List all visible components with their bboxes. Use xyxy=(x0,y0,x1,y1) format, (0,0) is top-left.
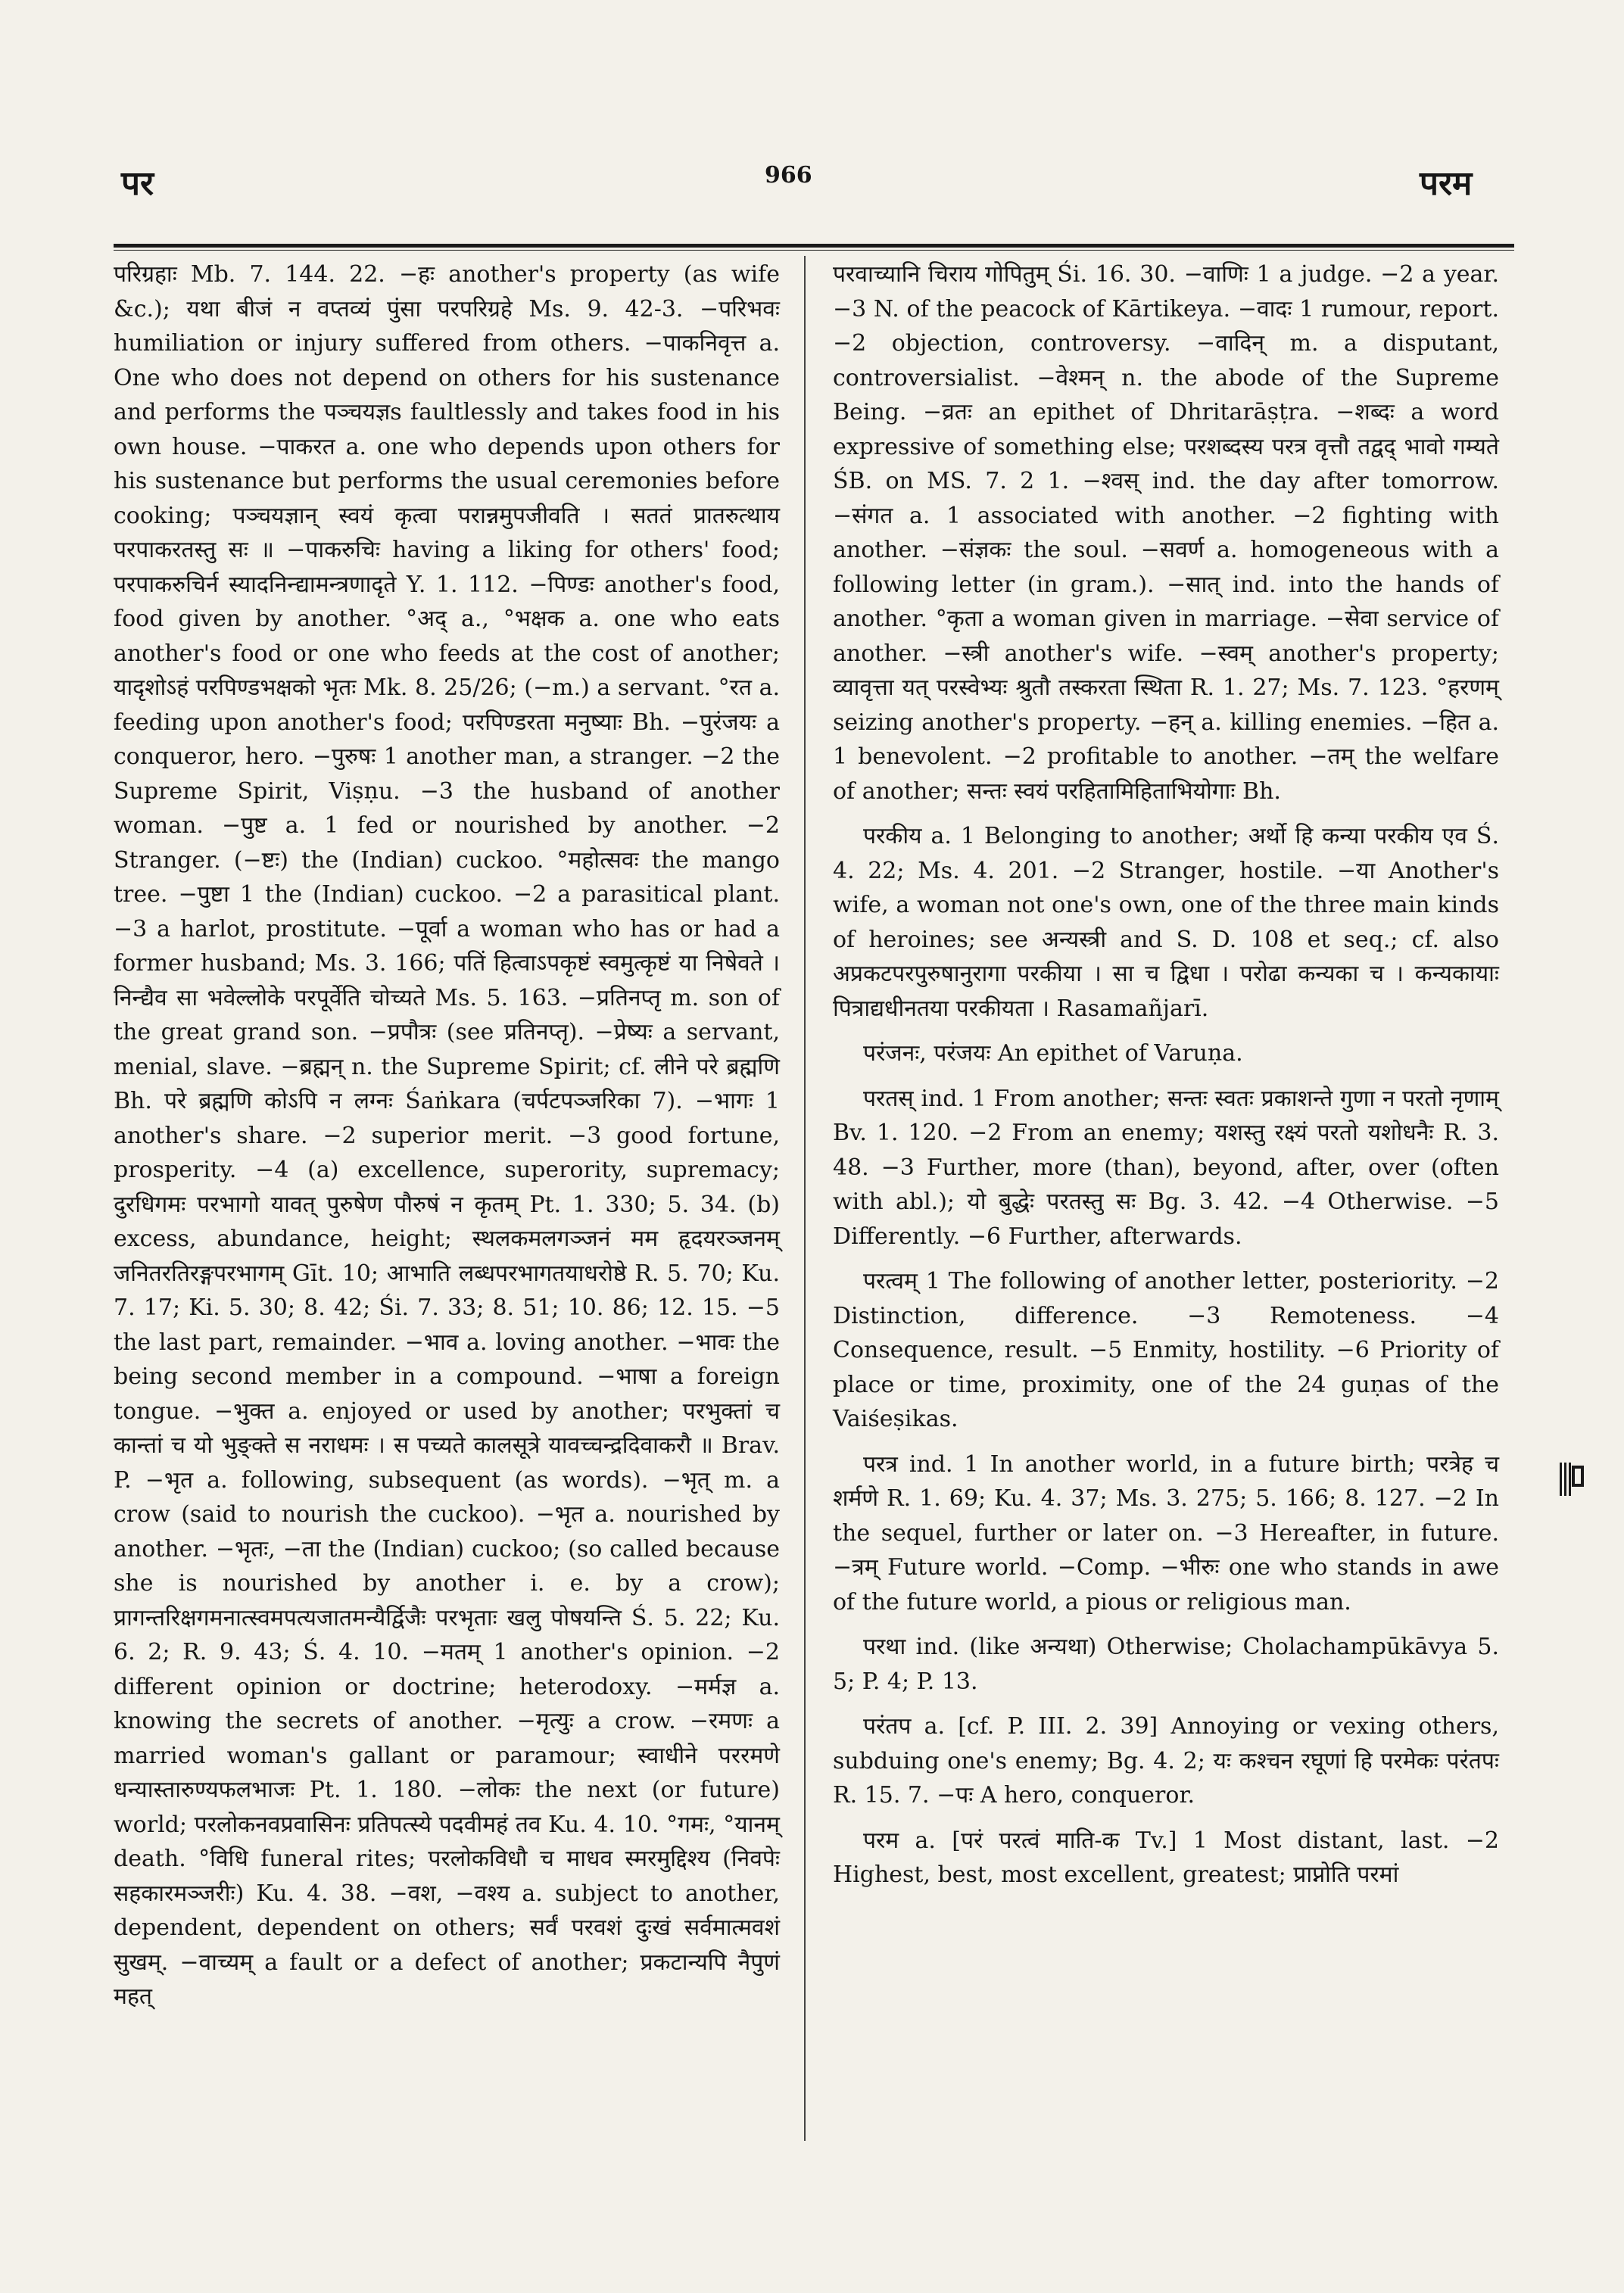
dictionary-entry: परतस् ind. 1 From another; सन्तः स्वतः प्रकाशन्ते गुणा न परतो नृणाम् Bv. 1. 120. −2 From an enemy; यशस्तु रक्ष्यं परतो यशोधनैः R. 3. 48. −3 Further, more (than), beyond, after, over (often with abl.); यो बुद्धेः परतस्तु सः Bg. 3. 42. −4 Otherwise. −5 Differently. −6 Further, afterwards. xyxy=(833,1085,1499,1250)
dictionary-entry: परत्र ind. 1 In another world, in a future birth; परत्रेह च शर्मणे R. 1. 69; Ku. 4. 37; Ms. 3. 275; 5. 166; 8. 127. −2 In the sequel, further or later on. −3 Hereafter, in future. −त्रम् Future world. −Comp. −भीरुः one who stands in awe of the future world, a pious or religious man. xyxy=(833,1450,1499,1615)
dictionary-entry: परंतप a. [cf. P. III. 2. 39] Annoying or vexing others, subduing one's enemy; Bg. 4. 2; यः कश्चन रघूणां हि परमेकः परंतपः R. 15. 7. −पः A hero, conqueror. xyxy=(833,1713,1499,1809)
column-divider xyxy=(804,256,806,2141)
page-number: 966 xyxy=(765,162,812,188)
dictionary-entry: परथा ind. (like अन्यथा) Otherwise; Cholachampūkāvya 5. 5; P. 4; P. 13. xyxy=(833,1634,1499,1695)
dictionary-entry: परत्वम् 1 The following of another letter, posteriority. −2 Distinction, difference. −3 Remoteness. −4 Consequence, result. −5 Enmity, hostility. −6 Priority of place or time, proximity, one of the 24 guṇas of the Vaiśeṣikas. xyxy=(833,1268,1499,1432)
dictionary-entry: परंजनः, परंजयः An epithet of Varuṇa. xyxy=(863,1040,1243,1067)
dictionary-entry: परम a. [परं परत्वं माति-क Tv.] 1 Most distant, last. −2 Highest, best, most excellent, greatest; प्राप्नोति परमां xyxy=(833,1827,1499,1888)
dictionary-entry: परिग्रहाः Mb. 7. 144. 22. −हः another's property (as wife &c.); यथा बीजं न वप्तव्यं पुंसा परपरिग्रहे Ms. 9. 42-3. −परिभवः humiliation or injury suffered from others. −पाकनिवृत्त a. One who does not depend on others for his sustenance and performs the पञ्चयज्ञs faultlessly and takes food in his own house. −पाकरत a. one who depends upon others for his sustenance but performs the usual ceremonies before cooking; पञ्चयज्ञान् स्वयं कृत्वा परान्नमुपजीवति । सततं प्रातरुत्थाय परपाकरतस्तु सः ॥ −पाकरुचिः having a liking for others' food; परपाकरुचिर्न स्यादनिन्द्यामन्त्रणादृते Y. 1. 112. −पिण्डः another's food, food given by another. °अद् a., °भक्षक a. one who eats another's food or one who feeds at the cost of another; यादृशोऽहं परपिण्डभक्षको भृतः Mk. 8. 25/26; (−m.) a servant. °रत a. feeding upon another's food; परपिण्डरता मनुष्याः Bh. −पुरंजयः a conqueror, hero. −पुरुषः 1 another man, a stranger. −2 the Supreme Spirit, Viṣṇu. −3 the husband of another woman. −पुष्ट a. 1 fed or nourished by another. −2 Stranger. (−ष्टः) the (Indian) cuckoo. °महोत्सवः the mango tree. −पुष्टा 1 the (Indian) cuckoo. −2 a parasitical plant. −3 a harlot, prostitute. −पूर्वा a woman who has or had a former husband; Ms. 3. 166; पतिं हित्वाऽपकृष्टं स्वमुत्कृष्टं या निषेवते । निन्द्यैव सा भवेल्लोके परपूर्वेति चोच्यते Ms. 5. 163. −प्रतिनप्तृ m. son of the great grand son. −प्रपौत्रः (see प्रतिनप्तृ). −प्रेष्यः a servant, menial, slave. −ब्रह्मन् n. the Supreme Spirit; cf. लीने परे ब्रह्मणि Bh. परे ब्रह्मणि कोऽपि न लग्नः Śaṅkara (चर्पटपञ्जरिका 7). −भागः 1 another's share. −2 superior merit. −3 good fortune, prosperity. −4 (a) excellence, superority, supremacy; दुरधिगमः परभागो यावत् पुरुषेण पौरुषं न कृतम् Pt. 1. 330; 5. 34. (b) excess, abundance, height; स्थलकमलगञ्जनं मम हृदयरञ्जनम् जनितरतिरङ्गपरभागम् Gīt. 10; आभाति लब्धपरभागतयाधरोष्ठे R. 5. 70; Ku. 7. 17; Ki. 5. 30; 8. 42; Śi. 7. 33; 8. 51; 10. 86; 12. 15. −5 the last part, remainder. −भाव a. loving another. −भावः the being second member in a compound. −भाषा a foreign tongue. −भुक्त a. enjoyed or used by another; परभुक्तां च कान्तां च यो भुङ्क्ते स नराधमः । स पच्यते कालसूत्रे यावच्चन्द्रदिवाकरौ ॥ Brav. P. −भृत a. following, subsequent (as words). −भृत् m. a crow (said to nourish the cuckoo). −भृत a. nourished by another. −भृतः, −ता the (Indian) cuckoo; (so called because she is nourished by another i. e. by a crow); प्रागन्तरिक्षगमनात्स्वमपत्यजातमन्यैर्द्विजैः परभृताः खलु पोषयन्ति Ś. 5. 22; Ku. 6. 2; R. 9. 43; Ś. 4. 10. −मतम् 1 another's opinion. −2 different opinion or doctrine; heterodoxy. −मर्मज्ञ a. knowing the secrets of another. −मृत्युः a crow. −रमणः a married woman's gallant or paramour; स्वाधीने पररमणे धन्यास्तारुण्यफलभाजः Pt. 1. 180. −लोकः the next (or future) world; परलोकनवप्रवासिनः प्रतिपत्स्ये पदवीमहं तव Ku. 4. 10. °गमः, °यानम् death. °विधि funeral rites; परलोकविधौ च माधव स्मरमुद्दिश्य (निवपेः सहकारमञ्जरीः) Ku. 4. 38. −वश, −वश्य a. subject to another, dependent, dependent on others; सर्वं परवशं दुःखं सर्वमात्मवशं सुखम्. −वाच्यम् a fault or a defect of another; प्रकटान्यपि नैपुणं महत् xyxy=(114,261,780,2010)
header-rule-thin xyxy=(114,250,1514,251)
header-left-word: पर xyxy=(121,164,154,203)
header-right-word: परम xyxy=(1420,164,1473,203)
left-column xyxy=(114,257,780,2025)
thumb-index-icon xyxy=(1558,1461,1584,1497)
header-rule xyxy=(114,244,1514,248)
dictionary-entry: परवाच्यानि चिराय गोपितुम् Śi. 16. 30. −वाणिः 1 a judge. −2 a year. −3 N. of the peacock of Kārtikeya. −वादः 1 rumour, report. −2 objection, controversy. −वादिन् m. a disputant, controversialist. −वेश्मन् n. the abode of the Supreme Being. −व्रतः an epithet of Dhritarāṣṭra. −शब्दः a word expressive of something else; परशब्दस्य परत्र वृत्तौ तद्वद् भावो गम्यते ŚB. on MS. 7. 2 1. −श्वस् ind. the day after tomorrow. −संगत a. 1 associated with another. −2 fighting with another. −संज्ञकः the soul. −सवर्ण a. homogeneous with a following letter (in gram.). −सात् ind. into the hands of another. °कृता a woman given in marriage. −सेवा service of another. −स्त्री another's wife. −स्वम् another's property; व्यावृत्ता यत् परस्वेभ्यः श्रुतौ तस्करता स्थिता R. 1. 27; Ms. 7. 123. °हरणम् seizing another's property. −हन् a. killing enemies. −हित a. 1 benevolent. −2 profitable to another. −तम् the welfare of another; सन्तः स्वयं परहितामिहिताभियोगाः Bh. xyxy=(833,261,1499,805)
right-column xyxy=(833,257,1499,1903)
dictionary-entry: परकीय a. 1 Belonging to another; अर्थो हि कन्या परकीय एव Ś. 4. 22; Ms. 4. 201. −2 Stranger, hostile. −या Another's wife, a woman not one's own, one of the three main kinds of heroines; see अन्यस्त्री and S. D. 108 et seq.; cf. also अप्रकटपरपुरुषानुरागा परकीया । सा च द्विधा । परोढा कन्यका च । कन्यकायाः पित्राद्यधीनतया परकीयता । Rasamañjarī. xyxy=(833,823,1499,1022)
